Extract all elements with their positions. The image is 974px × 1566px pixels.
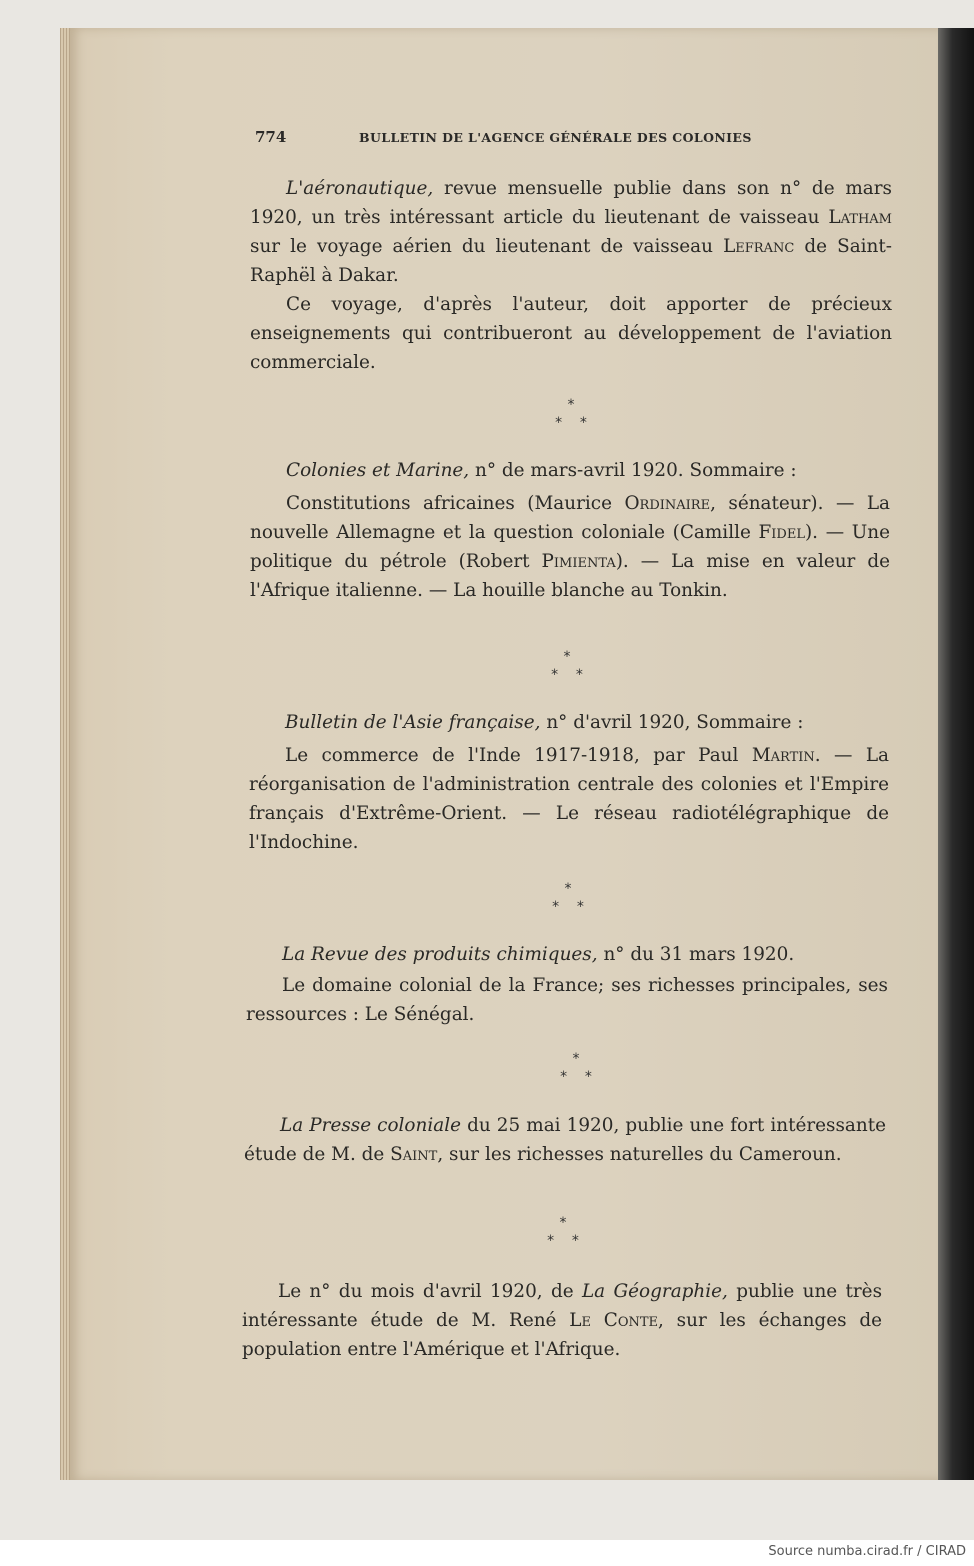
asterisk-pair: * * (551, 667, 583, 683)
section-separator (541, 396, 601, 436)
person-name: Pimienta (541, 551, 616, 572)
asterisk: * (572, 1051, 580, 1067)
asterisk: * (563, 649, 571, 665)
section-colonies-marine (250, 456, 890, 605)
person-name: Lefranc (723, 236, 795, 257)
periodical-title: Bulletin de l'Asie française, (285, 712, 541, 733)
paragraph: Constitutions africaines (Maurice Ordinaire, sénateur). — La nouvelle Allemagne et la question coloniale (Camille Fidel). — Une politique du pétrole (Robert Pimienta). — La mise en valeur de l'Afrique italienne. — La houille blanche au Tonkin. (250, 493, 890, 601)
page-number: 774 (255, 128, 287, 146)
section-separator (537, 648, 597, 688)
periodical-title: Colonies et Marine, (286, 460, 470, 481)
section-separator (533, 1214, 593, 1254)
person-name: Latham (828, 207, 892, 228)
person-name: Ordinaire (624, 493, 711, 514)
scanner-shadow (938, 28, 974, 1480)
paragraph: Le domaine colonial de la France; ses richesses principales, ses ressources : Le Sénégal. (246, 975, 888, 1025)
section-aeronautique (250, 174, 892, 377)
asterisk: * (564, 881, 572, 897)
section-produits-chimiques (246, 940, 888, 1029)
paragraph: Colonies et Marine, n° de mars-avril 1920. Sommaire : (286, 460, 797, 481)
person-name: Saint (390, 1144, 438, 1165)
periodical-title: La Presse coloniale (280, 1115, 461, 1136)
asterisk-pair: * * (560, 1069, 592, 1085)
person-name: Le Conte (569, 1310, 659, 1331)
paragraph: Le n° du mois d'avril 1920, de La Géographie, publie une très intéressante étude de M. René Le Conte, sur les échanges de population entre l'Amérique et l'Afrique. (242, 1281, 883, 1360)
paragraph: La Revue des produits chimiques, n° du 31 mars 1920. (282, 944, 795, 965)
paragraph: La Presse coloniale du 25 mai 1920, publie une fort intéressante étude de M. de Saint, sur les richesses naturelles du Cameroun. (244, 1115, 886, 1165)
periodical-title: L'aéronautique, (286, 178, 434, 199)
periodical-title: La Géographie, (581, 1281, 728, 1302)
section-geographie (242, 1277, 882, 1364)
running-title: BULLETIN DE L'AGENCE GÉNÉRALE DES COLONIES (359, 130, 752, 145)
paragraph: Le commerce de l'Inde 1917-1918, par Paul Martin. — La réorganisation de l'administration centrale des colonies et l'Empire français d'Extrême-Orient. — Le réseau radiotélégraphique de l'Indochine. (249, 745, 889, 853)
section-separator (546, 1050, 606, 1090)
asterisk-pair: * * (555, 415, 587, 431)
periodical-title: La Revue des produits chimiques, (282, 944, 598, 965)
paragraph: L'aéronautique, revue mensuelle publie dans son n° de mars 1920, un très intéressant article du lieutenant de vaisseau Latham sur le voyage aérien du lieutenant de vaisseau Lefranc de Saint-Raphël à Dakar. (250, 178, 892, 286)
asterisk-pair: * * (547, 1233, 579, 1249)
person-name: Fidel (758, 522, 805, 543)
asterisk-pair: * * (552, 899, 584, 915)
asterisk: * (559, 1215, 567, 1231)
person-name: Martin (751, 745, 815, 766)
asterisk: * (567, 397, 575, 413)
section-asie-francaise (249, 708, 889, 857)
section-presse-coloniale (244, 1111, 886, 1169)
paragraph: Bulletin de l'Asie française, n° d'avril 1920, Sommaire : (285, 712, 804, 733)
source-credit: Source numba.cirad.fr / CIRAD (768, 1544, 966, 1559)
section-separator (538, 880, 598, 920)
paragraph: Ce voyage, d'après l'auteur, doit apporter de précieux enseignements qui contribueront au développement de l'aviation commerciale. (250, 294, 892, 373)
page-header (255, 128, 895, 150)
